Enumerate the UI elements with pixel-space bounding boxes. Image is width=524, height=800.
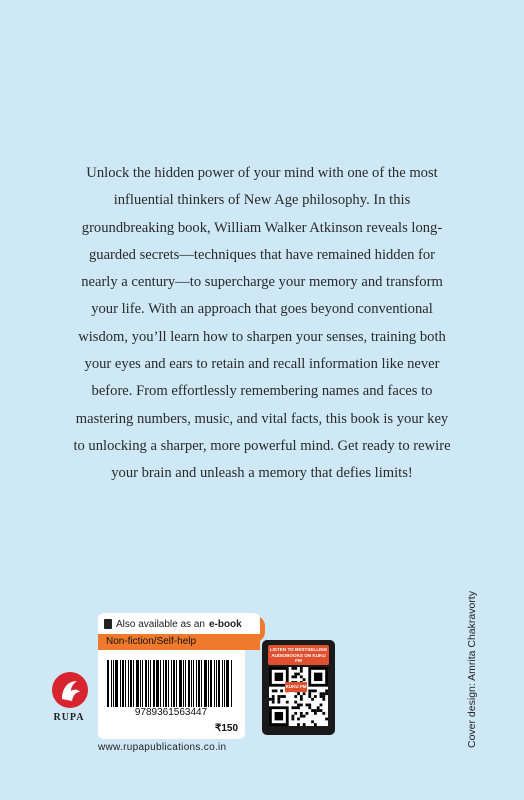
cover-design-credit: Cover design: Amrita Chakravorty	[466, 591, 478, 748]
qr-module	[300, 675, 303, 678]
publisher-url[interactable]: www.rupapublications.co.in	[98, 742, 227, 753]
qr-module	[314, 695, 317, 698]
qr-module	[303, 723, 306, 726]
qr-module	[311, 709, 314, 712]
barcode-bar	[148, 660, 149, 707]
qr-module	[303, 692, 306, 695]
barcode-bar	[136, 660, 139, 707]
qr-module	[269, 698, 272, 701]
barcode-bar	[231, 660, 232, 707]
qr-module	[300, 704, 303, 707]
qr-module	[291, 718, 294, 721]
qr-module	[300, 712, 303, 715]
rupa-logo-icon	[50, 667, 94, 717]
barcode-bar	[191, 660, 192, 707]
qr-module	[317, 706, 320, 709]
qr-module	[314, 689, 317, 692]
barcode-bar	[160, 660, 161, 707]
qr-module	[291, 706, 294, 709]
barcode-bar	[201, 660, 202, 707]
qr-module	[297, 723, 300, 726]
qr-module	[291, 667, 294, 670]
qr-module	[291, 675, 294, 678]
qr-module	[311, 698, 314, 701]
barcode-bar	[224, 660, 225, 707]
qr-module	[294, 712, 297, 715]
qr-badge: KUKU FM	[285, 682, 307, 692]
price: ₹150	[214, 723, 238, 734]
qr-module	[272, 689, 275, 692]
qr-module	[308, 706, 311, 709]
qr-module	[272, 695, 275, 698]
barcode-bar	[156, 660, 159, 707]
qr-module	[308, 689, 311, 692]
barcode-bar	[168, 660, 169, 707]
qr-module	[300, 715, 303, 718]
qr-module	[300, 667, 303, 670]
barcode	[107, 660, 233, 707]
qr-module	[322, 692, 325, 695]
barcode-bar	[133, 660, 134, 707]
qr-module	[294, 706, 297, 709]
barcode-bar	[165, 660, 167, 707]
barcode-bar	[130, 660, 132, 707]
ebook-prefix: Also available as an	[116, 618, 205, 630]
barcode-bar	[107, 660, 109, 707]
barcode-bar	[204, 660, 207, 707]
qr-module	[303, 678, 306, 681]
qr-module	[297, 718, 300, 721]
isbn-number: 9789361563447	[134, 707, 208, 718]
qr-module	[291, 715, 294, 718]
qr-module	[294, 667, 297, 670]
barcode-bar	[196, 660, 197, 707]
barcode-bar	[173, 660, 175, 707]
barcode-bar	[222, 660, 223, 707]
qr-module	[277, 701, 280, 704]
barcode-card	[98, 650, 245, 739]
barcode-bar	[125, 660, 126, 707]
qr-module	[277, 695, 280, 698]
qr-module	[306, 704, 309, 707]
qr-module	[275, 712, 283, 720]
qr-module	[308, 695, 311, 698]
barcode-bar	[185, 660, 186, 707]
qr-module	[322, 712, 325, 715]
publisher-logo-text: RUPA	[53, 712, 85, 723]
barcode-bar	[145, 660, 147, 707]
qr-module	[322, 698, 325, 701]
qr-module	[311, 689, 314, 692]
qr-module	[300, 698, 303, 701]
genre-label: Non-fiction/Self-help	[98, 634, 260, 650]
qr-module	[272, 698, 275, 701]
barcode-bar	[111, 660, 112, 707]
qr-module	[308, 692, 311, 695]
barcode-bar	[128, 660, 129, 707]
qr-module	[294, 701, 297, 704]
back-cover-blurb: Unlock the hidden power of your mind with one of the most influential thinkers of New Age philosophy. In this groundbreaking book, William Walker Atkinson reveals long-guarded secrets—techniques that have remained hidden for nearly a century—to supercharge your memory and transform your life. With an approach that goes beyond conventional wisdom, you’ll learn how to sharpen your senses, training both your eyes and ears to retain and recall information like never before. From effortlessly remembering names and faces to mastering numbers, music, and vital facts, this book is your key to unlocking a sharper, more powerful mind. Get ready to rewire your brain and unleash a memory that defies limits!	[73, 165, 451, 482]
qr-module	[320, 709, 323, 712]
qr-module	[303, 715, 306, 718]
qr-module	[306, 712, 309, 715]
qr-module	[283, 695, 286, 698]
qr-module	[300, 695, 303, 698]
barcode-bar	[226, 660, 229, 707]
qr-module	[322, 695, 325, 698]
qr-module	[314, 673, 322, 681]
qr-module	[297, 692, 300, 695]
barcode-bar	[163, 660, 164, 707]
qr-module	[320, 692, 323, 695]
audiobook-qr-card	[262, 640, 335, 735]
qr-module	[294, 695, 297, 698]
barcode-bar	[208, 660, 209, 707]
barcode-bar	[171, 660, 172, 707]
barcode-bar	[188, 660, 190, 707]
qr-module	[297, 704, 300, 707]
qr-module	[314, 709, 317, 712]
barcode-bar	[176, 660, 177, 707]
qr-module	[314, 723, 317, 726]
qr-module	[297, 706, 300, 709]
barcode-bar	[115, 660, 118, 707]
barcode-bar	[113, 660, 114, 707]
ebook-availability	[98, 613, 260, 635]
qr-module	[300, 670, 303, 673]
barcode-bar	[153, 660, 155, 707]
qr-module	[311, 720, 314, 723]
barcode-bar	[122, 660, 124, 707]
qr-module	[275, 689, 278, 692]
barcode-bar	[120, 660, 121, 707]
qr-header: LISTEN TO BESTSELLING AUDIOBOOKS ON KUKU FM	[269, 647, 328, 663]
barcode-bar	[183, 660, 184, 707]
qr-module	[294, 673, 297, 676]
barcode-bar	[150, 660, 151, 707]
qr-module	[272, 701, 275, 704]
qr-module	[275, 673, 283, 681]
qr-module	[325, 718, 328, 721]
barcode-bar	[193, 660, 194, 707]
ebook-highlight: e-book	[208, 618, 242, 630]
book-icon	[104, 619, 112, 629]
qr-module	[320, 695, 323, 698]
qr-module	[277, 698, 280, 701]
qr-module	[320, 704, 323, 707]
barcode-bar	[140, 660, 141, 707]
qr-module	[280, 689, 283, 692]
barcode-bar	[142, 660, 143, 707]
barcode-bar	[214, 660, 215, 707]
barcode-bar	[179, 660, 182, 707]
barcode-bar	[210, 660, 212, 707]
qr-code-icon[interactable]	[269, 667, 328, 726]
barcode-bar	[216, 660, 217, 707]
qr-module	[286, 701, 289, 704]
qr-module	[280, 695, 283, 698]
qr-module	[317, 709, 320, 712]
qr-module	[325, 692, 328, 695]
barcode-bar	[198, 660, 200, 707]
qr-module	[314, 712, 317, 715]
qr-module	[308, 704, 311, 707]
qr-module	[294, 675, 297, 678]
barcode-bar	[218, 660, 220, 707]
qr-module	[325, 689, 328, 692]
qr-module	[297, 673, 300, 676]
